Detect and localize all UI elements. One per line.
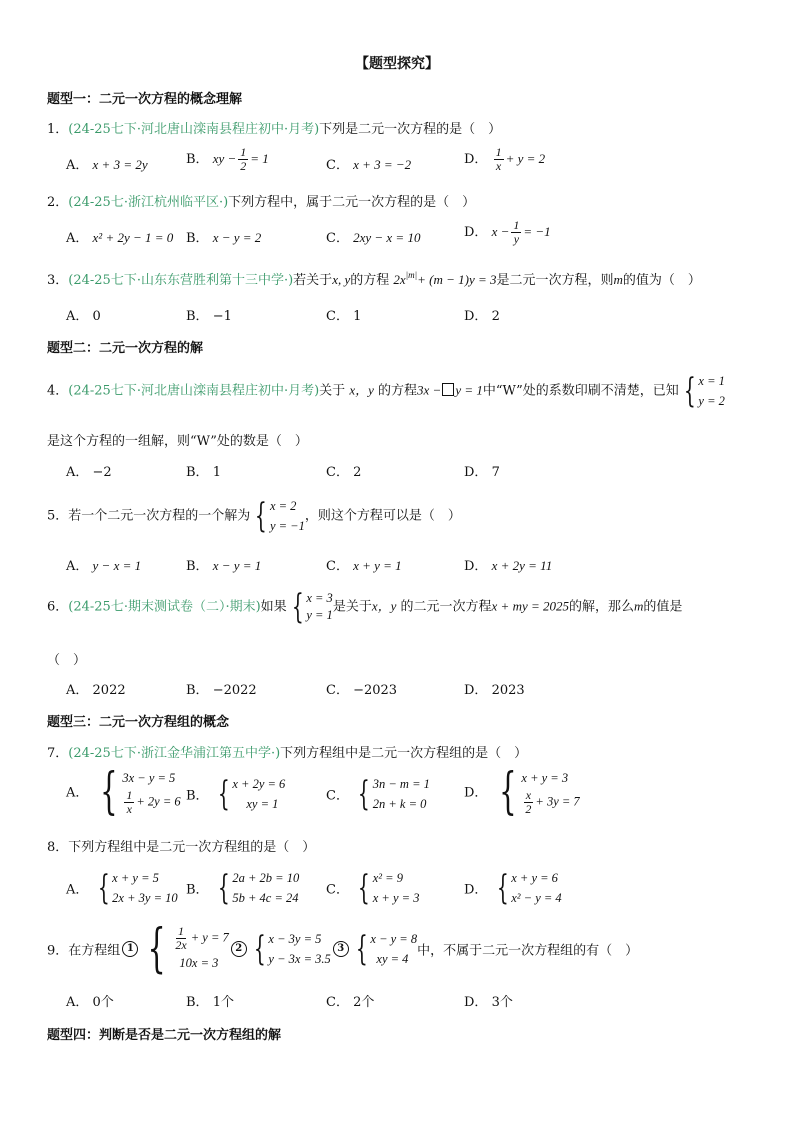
q7-option-a[interactable]: A． { 3x − y = 5 $\frac{1}{x}$ + 2y = 6 — [66, 762, 181, 820]
q2-option-d[interactable]: D． x − $\frac{1}{y}$ = −1 — [464, 218, 551, 246]
q7-option-d[interactable]: D． { x + y = 3 $\frac{x}{2}$ + 3y = 7 — [464, 762, 580, 820]
q9-option-c[interactable]: C． 2个 — [326, 995, 375, 1010]
q8-option-c[interactable]: C． { x² = 9 x + y = 3 — [326, 868, 420, 908]
question-text: 下列是二元一次方程的是（ ） — [319, 122, 502, 137]
q1-option-d[interactable]: D． $\frac{1}{x}$ + y = 2 — [464, 145, 546, 173]
q5-option-a[interactable]: A． y − x = 1 — [66, 558, 142, 574]
q5-option-b[interactable]: B． x − y = 1 — [186, 558, 262, 574]
q1-option-b[interactable]: B． xy − $\frac{1}{2}$ = 1 — [186, 145, 269, 173]
question-source: (24-25七下·山东东营胜利第十三中学·) — [68, 273, 294, 288]
q4-option-a[interactable]: A． −2 — [66, 465, 112, 480]
q6-option-b[interactable]: B． −2022 — [186, 683, 257, 698]
q6-option-c[interactable]: C． −2023 — [326, 683, 398, 698]
q8-option-d[interactable]: D． { x + y = 6 x² − y = 4 — [464, 868, 562, 908]
question-4-line2: 是这个方程的一组解，则“W”处的数是（ ） — [47, 434, 308, 449]
q4-option-d[interactable]: D． 7 — [464, 465, 500, 480]
q9-option-b[interactable]: B． 1个 — [186, 995, 234, 1010]
q3-option-c[interactable]: C． 1 — [326, 309, 362, 324]
circled-number-2: 2 — [231, 941, 247, 957]
q4-option-c[interactable]: C． 2 — [326, 465, 362, 480]
question-5: 5．若一个二元一次方程的一个解为 { x = 2 y = −1 ，则这个方程可以是（ ） — [47, 496, 461, 536]
question-7: 7．(24-25七下·浙江金华浦江第五中学·)下列方程组中是二元一次方程组的是（ ） — [47, 746, 528, 761]
question-3: 3．(24-25七下·山东东营胜利第十三中学·)若关于x, y的方程 $2x^{|m|}+ (m - 1)y = 3$是二元一次方程，则m的值为（ ） — [47, 270, 701, 288]
section-heading-4: 题型四：判断是否是二元一次方程组的解 — [47, 1028, 282, 1043]
q8-option-b[interactable]: B． { 2a + 2b = 10 5b + 4c = 24 — [186, 868, 300, 908]
q5-option-c[interactable]: C． x + y = 1 — [326, 558, 402, 574]
circled-number-1: 1 — [122, 941, 138, 957]
q8-option-a[interactable]: A． { x + y = 5 2x + 3y = 10 — [66, 868, 178, 908]
page-title: 【题型探究】 — [355, 56, 439, 72]
question-source: (24-25七下·浙江金华浦江第五中学·) — [68, 746, 281, 761]
question-source: (24-25七·期末测试卷（二）·期末) — [68, 599, 261, 615]
q5-option-d[interactable]: D． x + 2y = 11 — [464, 558, 553, 574]
q9-option-d[interactable]: D． 3个 — [464, 995, 513, 1010]
brace: { — [683, 371, 696, 411]
section-heading-3: 题型三：二元一次方程组的概念 — [47, 715, 230, 730]
circled-number-3: 3 — [333, 941, 349, 957]
q1-option-c[interactable]: C． x + 3 = −2 — [326, 157, 412, 173]
q3-option-b[interactable]: B． −1 — [186, 309, 232, 324]
q6-option-d[interactable]: D． 2023 — [464, 683, 525, 698]
section-heading-1: 题型一：二元一次方程的概念理解 — [47, 92, 243, 107]
q3-option-a[interactable]: A． 0 — [66, 309, 101, 324]
q7-option-b[interactable]: B． { x + 2y = 6 xy = 1 — [186, 774, 286, 814]
question-source: (24-25七·浙江杭州临平区·) — [68, 195, 229, 210]
q2-option-b[interactable]: B． x − y = 2 — [186, 230, 262, 246]
question-6: 6．(24-25七·期末测试卷（二）·期末)如果 { x = 3 y = 1 是关于x，y 的二元一次方程x + my = 2025的解，那么m的值是 — [47, 587, 683, 627]
question-source: (24-25七下·河北唐山滦南县程庄初中·月考) — [68, 122, 320, 137]
question-text: 下列方程中，属于二元一次方程的是（ ） — [228, 195, 476, 210]
q7-option-c[interactable]: C． { 3n − m = 1 2n + k = 0 — [326, 774, 430, 814]
question-number: 1． — [47, 122, 69, 137]
question-source: (24-25七下·河北唐山滦南县程庄初中·月考) — [68, 383, 320, 399]
q3-option-d[interactable]: D． 2 — [464, 309, 500, 324]
q2-option-c[interactable]: C． 2xy − x = 10 — [326, 230, 421, 246]
question-6-line2: （ ） — [47, 653, 87, 668]
q6-option-a[interactable]: A． 2022 — [66, 683, 126, 698]
question-2 — [47, 191, 475, 210]
q4-option-b[interactable]: B． 1 — [186, 465, 221, 480]
question-9: 9．在方程组 1 { $\frac{1}{2x}$ + y = 7 10x = 3 2 { x − 3y = 5 y − 3x = 3.5 3 { x − y = 8 xy = 4 中，不属于二元一次方程组的有（ ） — [47, 919, 639, 979]
q9-option-a[interactable]: A． 0个 — [66, 995, 114, 1010]
question-1 — [47, 118, 501, 137]
q1-option-a[interactable]: A． x + 3 = 2y — [66, 157, 148, 173]
question-8: 8．下列方程组中是二元一次方程组的是（ ） — [47, 840, 316, 855]
blank-box — [442, 383, 454, 396]
q2-option-a[interactable]: A． x² + 2y − 1 = 0 — [66, 230, 174, 246]
question-4: 4．(24-25七下·河北唐山滦南县程庄初中·月考)关于 x，y 的方程3x − y = 1中“W”处的系数印刷不清楚，已知 { x = 1 y = 2 — [47, 371, 725, 411]
question-number: 2． — [47, 195, 69, 210]
section-heading-2: 题型二：二元一次方程的解 — [47, 341, 204, 356]
